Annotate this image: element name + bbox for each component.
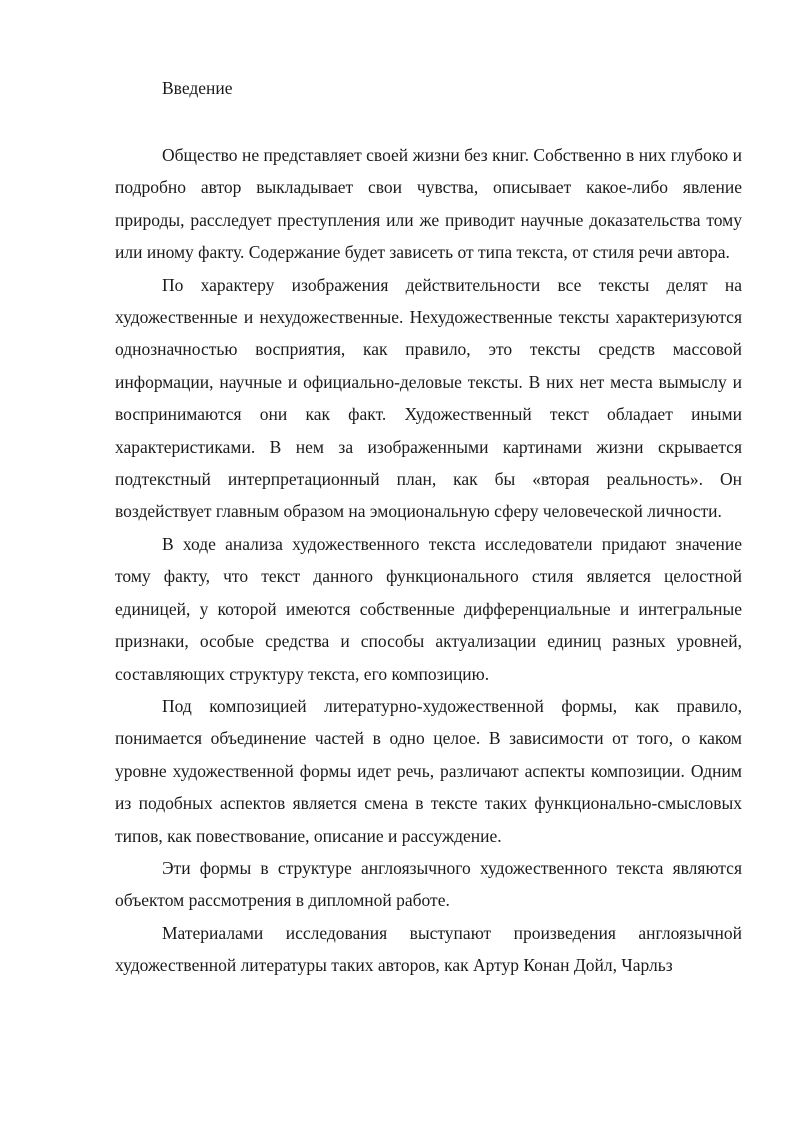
paragraph-3: В ходе анализа художественного текста исследователи придают значение тому факту, что текст данного функционального стиля является целостной единицей, у которой имеются собственные дифференциальные и интегральные признаки, особые средства и способы актуализации единиц разных уровней, составляющих структуру текста, его композицию. xyxy=(115,533,742,684)
paragraph-2: По характеру изображения действительности все тексты делят на художественные и нехудожественные. Нехудожественные тексты характеризуются однозначностью восприятия, как правило, это тексты средств массовой информации, научные и официально-деловые тексты. В них нет места вымыслу и воспринимаются они как факт. Художественный текст обладает иными характеристиками. В нем за изображенными картинами жизни скрывается подтекстный интерпретационный план, как бы «вторая реальность». Он воздействует главным образом на эмоциональную сферу человеческой личности. xyxy=(115,274,742,522)
paragraph-5: Эти формы в структуре англоязычного художественного текста являются объектом рассмотрения в дипломной работе. xyxy=(115,857,742,911)
paragraph-1: Общество не представляет своей жизни без книг. Собственно в них глубоко и подробно автор выкладывает свои чувства, описывает какое-либо явление природы, расследует преступления или же приводит научные доказательства тому или иному факту. Содержание будет зависеть от типа текста, от стиля речи автора. xyxy=(115,145,742,263)
paragraph-6: Материалами исследования выступают произведения англоязычной художественной литературы таких авторов, как Артур Конан Дойл, Чарльз xyxy=(115,922,742,976)
heading-spacer xyxy=(115,103,742,139)
paragraph-4: Под композицией литературно-художественной формы, как правило, понимается объединение частей в одно целое. В зависимости от того, о каком уровне художественной формы идет речь, различают аспекты композиции. Одним из подобных аспектов является смена в тексте таких функционально-смысловых типов, как повествование, описание и рассуждение. xyxy=(115,695,742,846)
section-heading: Введение xyxy=(162,78,233,98)
document-page xyxy=(115,73,742,982)
